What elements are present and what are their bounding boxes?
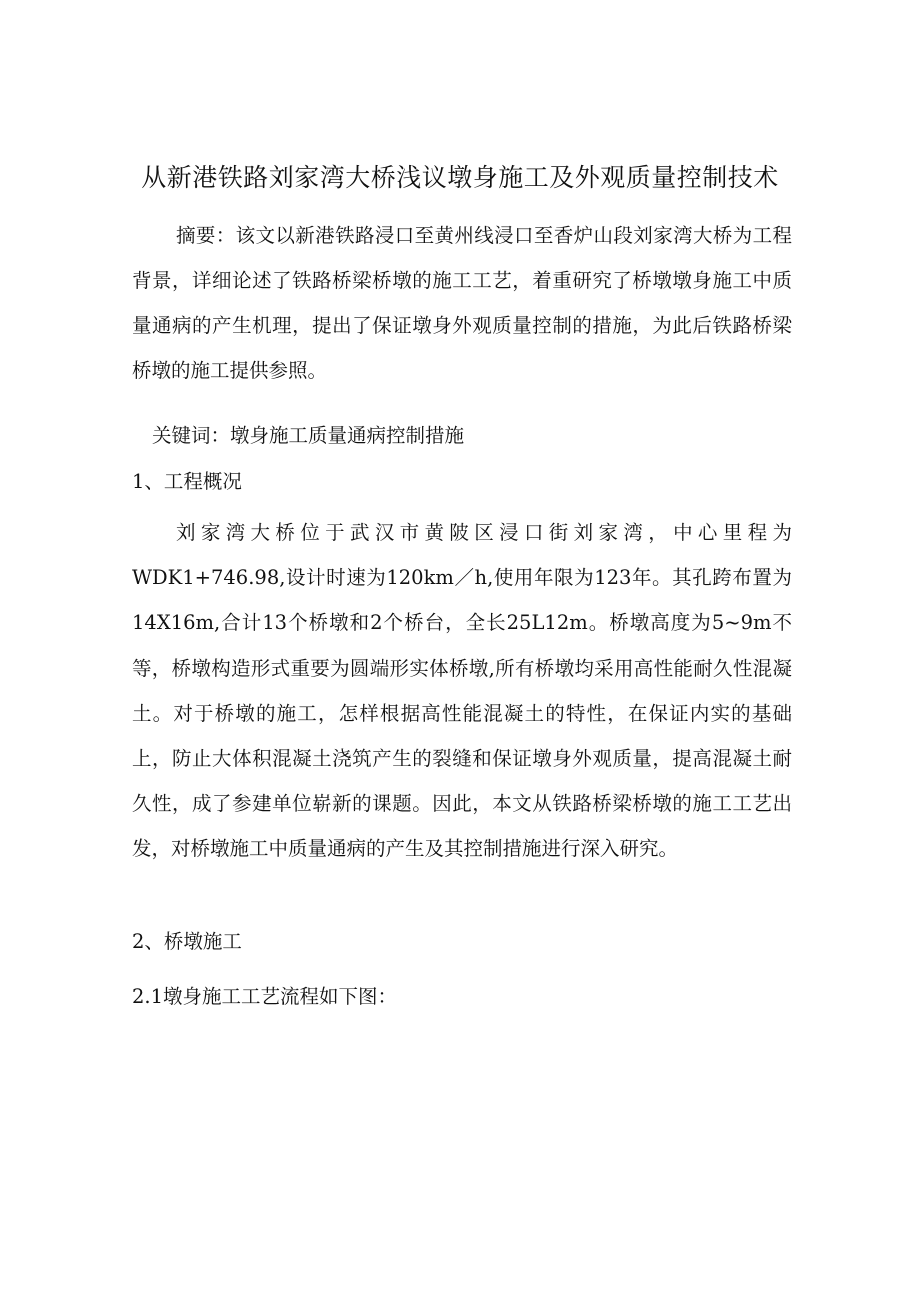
keywords-line: 关键词：墩身施工质量通病控制措施 [152, 424, 465, 447]
section-1-body: 刘家湾大桥位于武汉市黄陂区浸口街刘家湾，中心里程为WDK1+746.98,设计时速为120km／h,使用年限为123年。其孔跨布置为14X16m,合计13个桥墩和2个桥台，全长25L12m。桥墩高度为5~9m不等，桥墩构造形式重要为圆端形实体桥墩,所有桥墩均采用高性能耐久性混凝土。对于桥墩的施工，怎样根据高性能混凝土的特性，在保证内实的基础上，防止大体积混凝土浇筑产生的裂缝和保证墩身外观质量，提高混凝土耐久性，成了参建单位崭新的课题。因此，本文从铁路桥梁桥墩的施工工艺出发，对桥墩施工中质量通病的产生及其控制措施进行深入研究。 [132, 521, 792, 861]
document-title: 从新港铁路刘家湾大桥浅议墩身施工及外观质量控制技术 [141, 163, 779, 192]
section-1-heading: 1、工程概况 [132, 470, 242, 493]
section-2-1-heading: 2.1墩身施工工艺流程如下图： [132, 985, 398, 1008]
abstract-paragraph: 摘要：该文以新港铁路浸口至黄州线浸口至香炉山段刘家湾大桥为工程背景，详细论述了铁路桥梁桥墩的施工工艺，着重研究了桥墩墩身施工中质量通病的产生机理，提出了保证墩身外观质量控制的措施，为此后铁路桥梁桥墩的施工提供参照。 [132, 224, 792, 382]
section-2-heading: 2、桥墩施工 [132, 930, 242, 953]
